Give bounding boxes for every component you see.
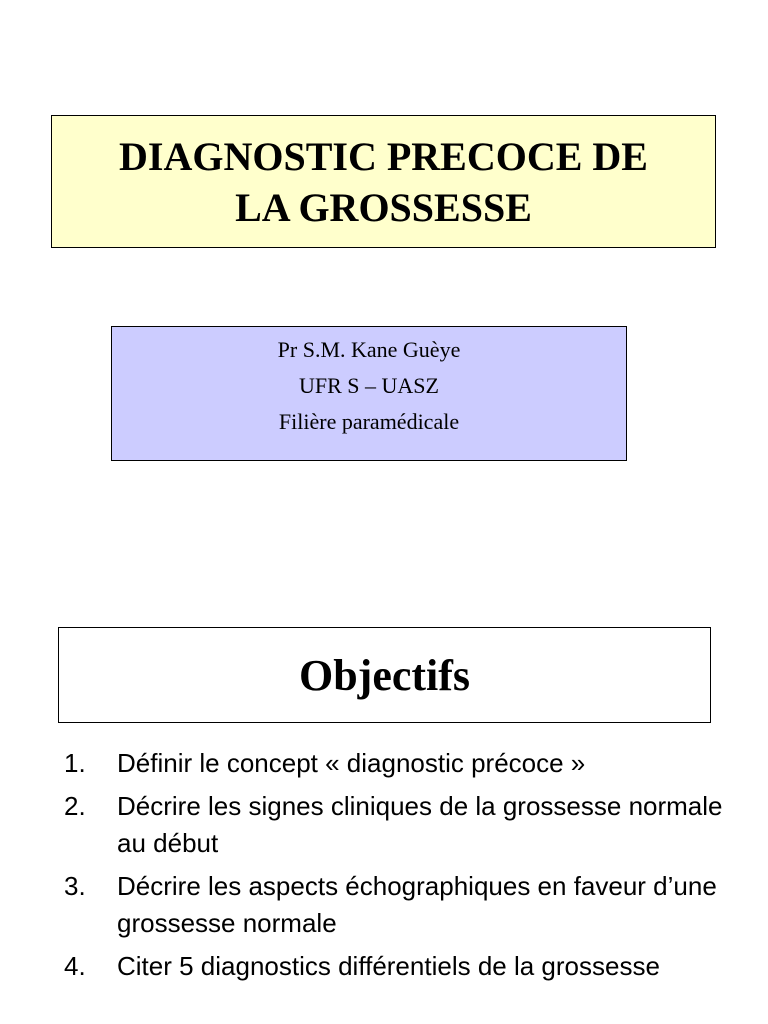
objective-text: Définir le concept « diagnostic précoce » [117, 748, 586, 778]
title-line-1: DIAGNOSTIC PRECOCE DE [119, 133, 648, 179]
objective-number: 2. [64, 791, 86, 821]
page-title [119, 131, 648, 233]
objective-text: Décrire les signes cliniques de la grossesse normale au début [117, 791, 723, 858]
objective-text: Citer 5 diagnostics différentiels de la grossesse [117, 951, 660, 981]
title-box [51, 115, 716, 248]
author-name: Pr S.M. Kane Guèye [277, 337, 461, 362]
objectives-heading-box [58, 627, 711, 723]
objective-number: 3. [64, 871, 86, 901]
objective-number: 4. [64, 951, 86, 981]
author-program: Filière paramédicale [278, 409, 460, 434]
objective-item [64, 868, 744, 942]
objectives-list [64, 745, 744, 991]
title-line-2: LA GROSSESSE [235, 184, 532, 230]
objectives-heading: Objectifs [298, 650, 471, 700]
objective-item [64, 745, 744, 782]
objective-item [64, 948, 744, 985]
objective-text: Décrire les aspects échographiques en faveur d’une grossesse normale [117, 871, 717, 938]
author-box [111, 326, 627, 461]
author-institution: UFR S – UASZ [299, 373, 439, 398]
objective-number: 1. [64, 748, 86, 778]
objective-item [64, 788, 744, 862]
